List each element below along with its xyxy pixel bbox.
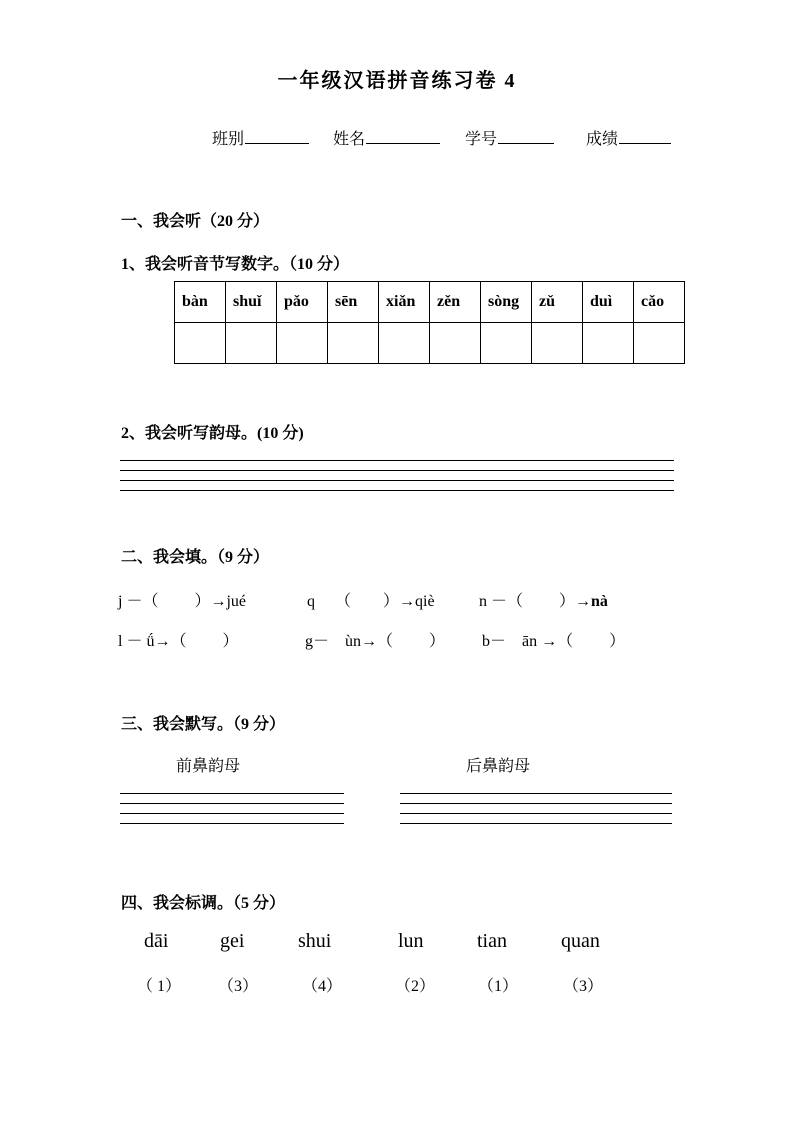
score-field[interactable] bbox=[586, 126, 671, 149]
class-field[interactable] bbox=[212, 126, 309, 149]
syllable-cell: sòng bbox=[481, 282, 532, 323]
tone-syllable: tian bbox=[477, 930, 507, 952]
fill-prefix: q bbox=[307, 593, 315, 610]
tone-number: （ 1） bbox=[137, 978, 182, 995]
writing-line bbox=[120, 793, 344, 803]
writing-line bbox=[120, 803, 344, 813]
writing-line bbox=[400, 793, 672, 803]
writing-line bbox=[120, 460, 674, 470]
fill-suffix: ） bbox=[429, 633, 446, 650]
name-label: 姓名 bbox=[333, 129, 366, 148]
class-label: 班别 bbox=[212, 129, 245, 148]
score-label: 成绩 bbox=[586, 129, 619, 148]
syllable-cell: duì bbox=[583, 282, 634, 323]
answer-cell[interactable] bbox=[379, 323, 430, 364]
writing-lines[interactable] bbox=[120, 460, 674, 500]
writing-line bbox=[400, 823, 672, 833]
tone-number: （3） bbox=[563, 978, 604, 995]
fill-item[interactable] bbox=[307, 588, 435, 611]
tone-syllable: quan bbox=[561, 930, 600, 952]
back-nasal-label: 后鼻韵母 bbox=[466, 756, 531, 775]
writing-line bbox=[400, 813, 672, 823]
fill-prefix: b－ ān →（ bbox=[482, 633, 574, 650]
fill-item[interactable] bbox=[305, 628, 445, 651]
syllable-cell: sēn bbox=[328, 282, 379, 323]
tone-number: （2） bbox=[395, 978, 436, 995]
fill-prefix: l － ǘ→（ bbox=[118, 633, 187, 650]
name-field[interactable] bbox=[333, 126, 440, 149]
section1-heading: 一、我会听（20 分） bbox=[121, 213, 270, 230]
fill-item[interactable] bbox=[482, 628, 625, 651]
student-id-blank[interactable] bbox=[498, 129, 554, 144]
writing-line bbox=[120, 470, 674, 480]
tone-number: （1） bbox=[478, 978, 519, 995]
answer-cell[interactable] bbox=[430, 323, 481, 364]
fill-suffix: ）→ bbox=[194, 593, 227, 610]
front-nasal-label: 前鼻韵母 bbox=[176, 756, 241, 775]
syllable-cell: bàn bbox=[175, 282, 226, 323]
fill-item[interactable] bbox=[479, 588, 608, 611]
answer-cell[interactable] bbox=[481, 323, 532, 364]
writing-line bbox=[120, 490, 674, 500]
name-blank[interactable] bbox=[366, 129, 440, 144]
writing-line bbox=[120, 823, 344, 833]
section4-heading: 四、我会标调。（5 分） bbox=[121, 895, 286, 912]
page-title: 一年级汉语拼音练习卷 4 bbox=[277, 70, 517, 92]
fill-result: nà bbox=[591, 593, 608, 610]
answer-cell[interactable] bbox=[583, 323, 634, 364]
tone-syllable: gei bbox=[220, 930, 245, 952]
fill-item[interactable] bbox=[118, 628, 238, 651]
tone-syllable: dāi bbox=[144, 930, 169, 952]
answer-cell[interactable] bbox=[532, 323, 583, 364]
syllable-table bbox=[174, 281, 685, 364]
fill-suffix: ） bbox=[609, 633, 626, 650]
syllable-cell: cǎo bbox=[634, 282, 685, 323]
syllable-row bbox=[175, 282, 685, 323]
section3-heading: 三、我会默写。（9 分） bbox=[121, 716, 286, 733]
fill-result: qiè bbox=[415, 593, 435, 610]
tone-syllable: shui bbox=[298, 930, 332, 952]
syllable-cell: pǎo bbox=[277, 282, 328, 323]
back-nasal-lines[interactable] bbox=[400, 793, 672, 833]
question1-heading: 1、我会听音节写数字。（10 分） bbox=[121, 256, 350, 273]
fill-prefix: n －（ bbox=[479, 593, 524, 610]
fill-item[interactable] bbox=[118, 588, 246, 611]
fill-suffix[interactable]: （ ）→ bbox=[335, 593, 416, 610]
section2-heading: 二、我会填。（9 分） bbox=[121, 549, 270, 566]
answer-cell[interactable] bbox=[328, 323, 379, 364]
fill-suffix: ）→ bbox=[559, 593, 592, 610]
syllable-cell: zǔ bbox=[532, 282, 583, 323]
fill-result: jué bbox=[226, 593, 247, 610]
score-blank[interactable] bbox=[619, 129, 671, 144]
syllable-cell: zěn bbox=[430, 282, 481, 323]
answer-cell[interactable] bbox=[277, 323, 328, 364]
writing-line bbox=[120, 813, 344, 823]
writing-line bbox=[120, 480, 674, 490]
student-id-field[interactable] bbox=[465, 126, 554, 149]
question2-heading: 2、我会听写韵母。(10 分) bbox=[121, 425, 304, 442]
answer-cell[interactable] bbox=[175, 323, 226, 364]
tone-number: （4） bbox=[302, 978, 343, 995]
front-nasal-lines[interactable] bbox=[120, 793, 344, 833]
fill-prefix: g－ ùn→（ bbox=[305, 633, 394, 650]
fill-suffix: ） bbox=[222, 633, 239, 650]
fill-prefix: j －（ bbox=[118, 593, 159, 610]
class-blank[interactable] bbox=[245, 129, 309, 144]
answer-cell[interactable] bbox=[226, 323, 277, 364]
writing-line bbox=[400, 803, 672, 813]
syllable-cell: xiǎn bbox=[379, 282, 430, 323]
answer-row[interactable] bbox=[175, 323, 685, 364]
syllable-cell: shuǐ bbox=[226, 282, 277, 323]
student-id-label: 学号 bbox=[465, 129, 498, 148]
answer-cell[interactable] bbox=[634, 323, 685, 364]
tone-syllable: lun bbox=[398, 930, 424, 952]
tone-number: （3） bbox=[218, 978, 259, 995]
